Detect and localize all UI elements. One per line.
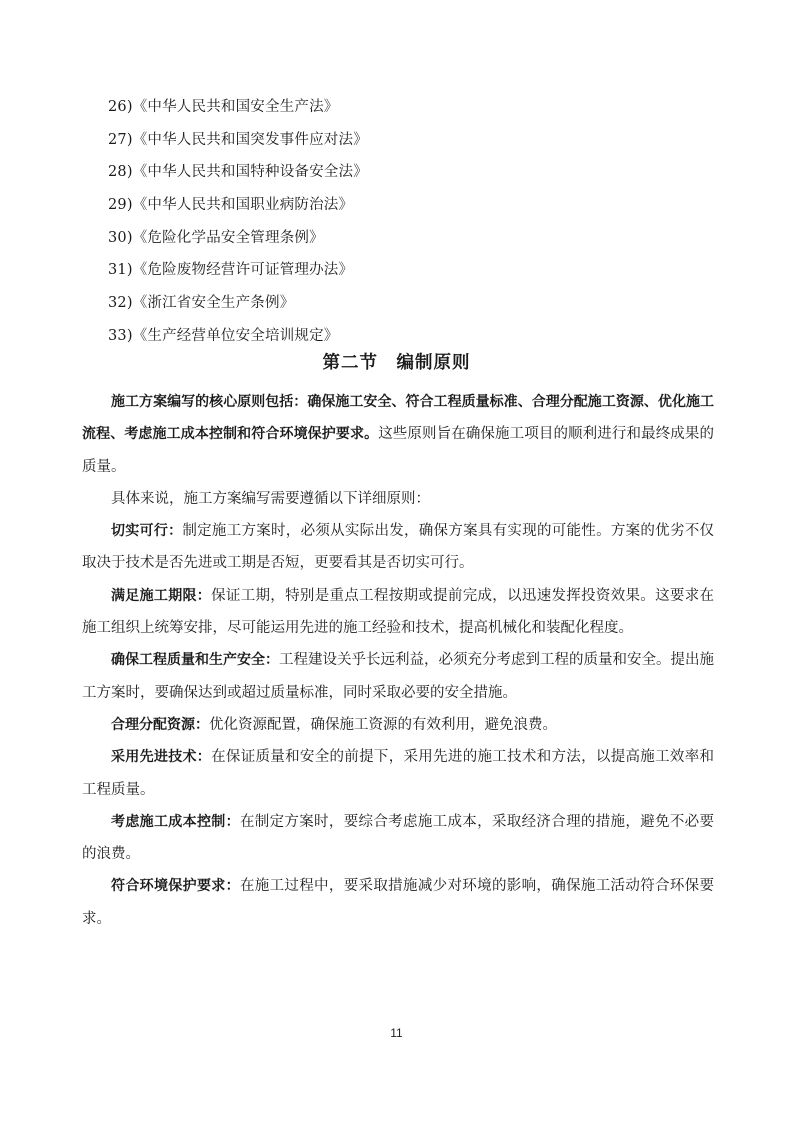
principle-text: 优化资源配置，确保施工资源的有效利用，避免浪费。 bbox=[209, 716, 557, 733]
principle-paragraph bbox=[82, 644, 714, 709]
principle-paragraph bbox=[82, 580, 714, 645]
reference-list bbox=[108, 92, 708, 354]
principle-paragraph bbox=[82, 515, 714, 580]
principle-lead: 符合环境保护要求： bbox=[111, 878, 240, 895]
intro-lead: 施工方案编写的核心原则包括：确保施工安全、符合工程质量标准、合理分配施工资源、优化施工流程、考虑施工成本控制和符合环境保护要求。 bbox=[82, 394, 714, 443]
reference-item: 29)《中华人民共和国职业病防治法》 bbox=[108, 197, 354, 214]
principle-lead: 考虑施工成本控制： bbox=[111, 813, 240, 830]
principle-lead: 合理分配资源： bbox=[111, 716, 209, 733]
principle-lead: 满足施工期限： bbox=[111, 587, 212, 604]
reference-item: 28)《中华人民共和国特种设备安全法》 bbox=[108, 164, 368, 181]
principle-lead: 切实可行： bbox=[111, 523, 183, 540]
intro-paragraph bbox=[82, 386, 714, 483]
principle-text: 制定施工方案时，必须从实际出发，确保方案具有实现的可能性。方案的优劣不仅取决于技术是否先进或工期是否短，更要看其是否切实可行。 bbox=[82, 523, 714, 572]
intro-text: 这些原则旨在确保施工项目的顺利进行和最终成果的质量。 bbox=[82, 426, 715, 475]
principle-paragraph bbox=[82, 741, 714, 806]
section-title: 第二节 编制原则 bbox=[322, 353, 471, 373]
principle-text: 在施工过程中，要采取措施减少对环境的影响，确保施工活动符合环保要求。 bbox=[82, 878, 715, 927]
reference-item: 33)《生产经营单位安全培训规定》 bbox=[108, 327, 339, 344]
principle-lead: 采用先进技术： bbox=[111, 749, 212, 766]
principle-text: 在制定方案时，要综合考虑施工成本，采取经济合理的措施，避免不必要的浪费。 bbox=[82, 813, 715, 863]
principle-lead: 确保工程质量和生产安全： bbox=[111, 652, 279, 669]
reference-item: 26)《中华人民共和国安全生产法》 bbox=[108, 99, 339, 115]
principle-paragraph bbox=[82, 709, 714, 741]
reference-item: 30)《危险化学品安全管理条例》 bbox=[108, 229, 324, 246]
principle-paragraph bbox=[82, 806, 714, 871]
principle-text: 在保证质量和安全的前提下，采用先进的施工技术和方法，以提高施工效率和工程质量。 bbox=[82, 749, 715, 798]
principle-paragraph bbox=[82, 870, 714, 935]
page-number: 11 bbox=[390, 1026, 403, 1040]
document-body bbox=[82, 386, 714, 935]
reference-item: 27)《中华人民共和国突发事件应对法》 bbox=[108, 131, 368, 148]
detail-intro-paragraph: 具体来说，施工方案编写需要遵循以下详细原则： bbox=[111, 490, 430, 507]
principle-text: 保证工期，特别是重点工程按期或提前完成，以迅速发挥投资效果。这要求在施工组织上统筹安排，尽可能运用先进的施工经验和技术，提高机械化和装配化程度。 bbox=[82, 587, 715, 637]
reference-item: 32)《浙江省安全生产条例》 bbox=[108, 295, 295, 312]
principle-text: 工程建设关乎长远利益，必须充分考虑到工程的质量和安全。提出施工方案时，要确保达到或超过质量标准，同时采取必要的安全措施。 bbox=[82, 652, 714, 701]
reference-item: 31)《危险废物经营许可证管理办法》 bbox=[108, 262, 354, 279]
